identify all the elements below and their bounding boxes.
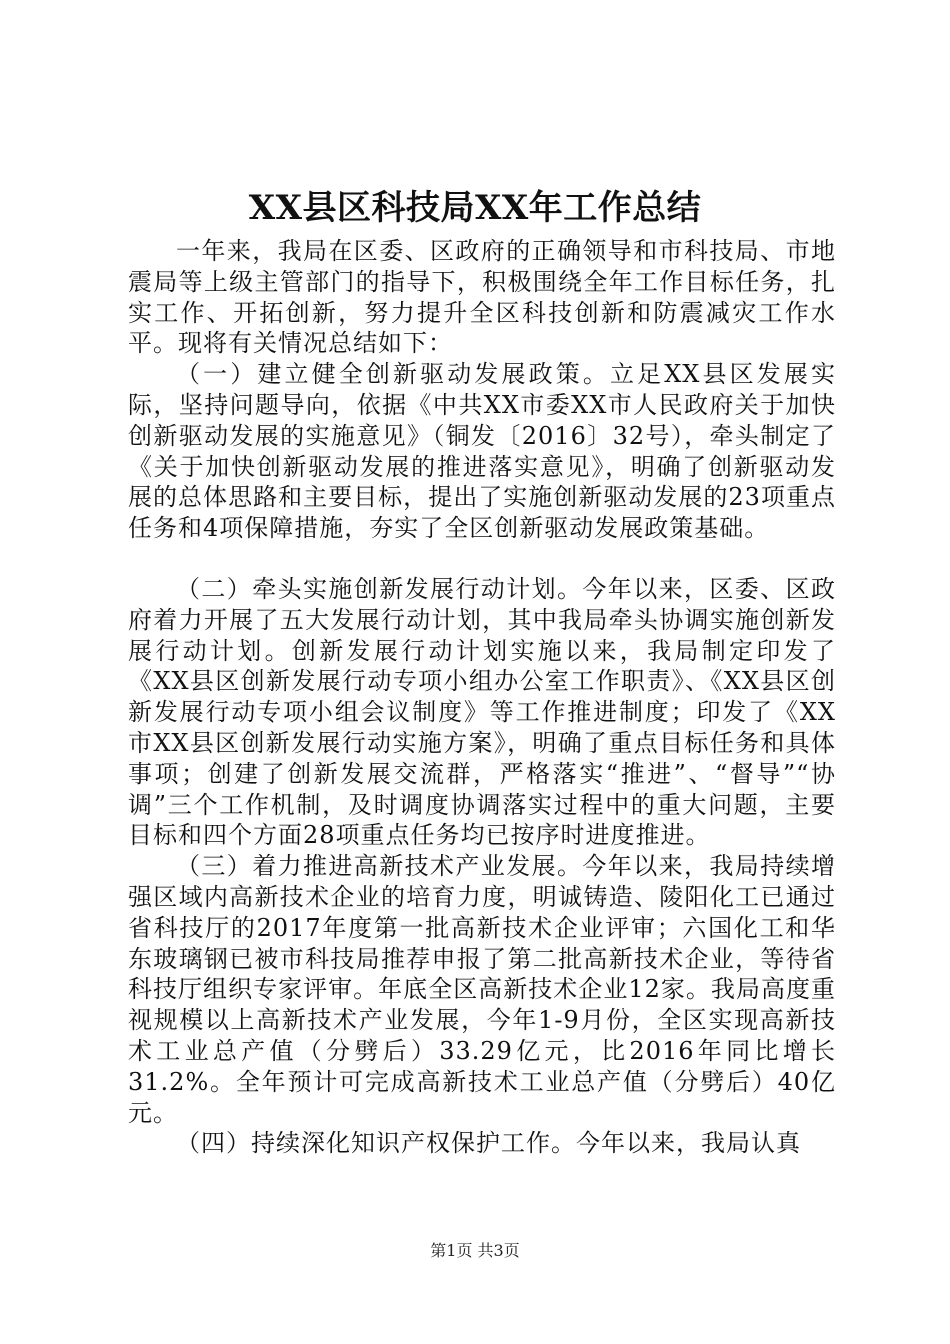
page-number-footer: 第1页 共3页 [430, 1241, 520, 1260]
document-body [128, 236, 836, 1159]
paragraph-section-3: （三）着力推进高新技术产业发展。今年以来，我局持续增强区域内高新技术企业的培育力度，明诚铸造、陵阳化工已通过省科技厅的2017年度第一批高新技术企业评审；六国化工和华东玻璃钢已被市科技局推荐申报了第二批高新技术企业，等待省科技厅组织专家评审。年底全区高新技术企业12家。我局高度重视规模以上高新技术产业发展，今年1-9月份，全区实现高新技术工业总产值（分劈后）33.29亿元，比2016年同比增长31.2%。全年预计可完成高新技术工业总产值（分劈后）40亿元。 [128, 852, 836, 1127]
paragraph-intro: 一年来，我局在区委、区政府的正确领导和市科技局、市地震局等上级主管部门的指导下，积极围绕全年工作目标任务，扎实工作、开拓创新，努力提升全区科技创新和防震减灾工作水平。现将有关情况总结如下： [128, 237, 836, 358]
document-title: XX县区科技局XX年工作总结 [248, 188, 702, 228]
paragraph-section-4: （四）持续深化知识产权保护工作。今年以来，我局认真 [176, 1129, 801, 1158]
paragraph-section-1: （一）建立健全创新驱动发展政策。立足XX县区发展实际，坚持问题导向，依据《中共XX市委XX市人民政府关于加快创新驱动发展的实施意见》（铜发〔2016〕32号），牵头制定了《关于加快创新驱动发展的推进落实意见》，明确了创新驱动发展的总体思路和主要目标，提出了实施创新驱动发展的23项重点任务和4项保障措施，夯实了全区创新驱动发展政策基础。 [128, 360, 836, 543]
paragraph-section-2: （二）牵头实施创新发展行动计划。今年以来，区委、区政府着力开展了五大发展行动计划，其中我局牵头协调实施创新发展行动计划。创新发展行动计划实施以来，我局制定印发了《XX县区创新发展行动专项小组办公室工作职责》、《XX县区创新发展行动专项小组会议制度》等工作推进制度；印发了《XX市XX县区创新发展行动实施方案》，明确了重点目标任务和具体事项；创建了创新发展交流群，严格落实“推进”、“督导”“协调”三个工作机制，及时调度协调落实过程中的重大问题，主要目标和四个方面28项重点任务均已按序时进度推进。 [128, 574, 836, 850]
